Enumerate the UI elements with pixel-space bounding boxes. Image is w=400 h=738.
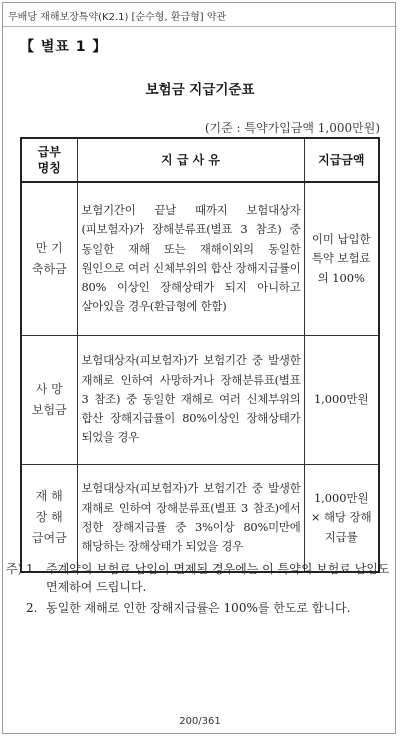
payment-amount-line2: 특약 보험료 [311,251,371,265]
benefit-type-line2: 장 해 [35,510,63,525]
footnote-item [6,560,392,596]
benefit-type-cell [21,182,77,335]
payment-amount-cell [304,182,379,335]
benefit-type-line2: 보험금 [31,402,67,417]
payment-amount-cell [304,464,379,572]
page-title: 보험금 지급기준표 [145,82,255,98]
payment-amount-line3: 지급률 [324,529,358,544]
payment-reason-cell: 보험기간이 끝날 때까지 보험대상자(피보험자)가 장해분류표(별표 3 참조) 중 동일한 재해 또는 재해이외의 동일한 원인으로 여러 신체부위의 합산 장해지급률이 80% 이상인 장해상태가 되지 아니하고 살아있을 경우(환급형에 한함) [77,182,304,335]
table-header-row [21,138,379,182]
payment-reason-cell: 보험대상자(피보험자)가 보험기간 중 발생한 재해로 인하여 장해분류표(별표 3 참조)에서 정한 장해지급률 중 3%이상 80%미만에 해당하는 장해상태가 되었을 경우 [77,464,304,572]
benefit-type-line3: 급여금 [31,531,67,546]
benefit-type-cell [21,464,77,572]
payment-amount-line1: 이미 납입한 [311,231,371,246]
payment-reason-cell: 보험대상자(피보험자)가 보험기간 중 발생한 재해로 인하여 사망하거나 장해분류표(별표 3 참조) 중 동일한 재해로 여러 신체부위의 합산 장해지급률이 80%이상인 장해상태가 되었을 경우 [77,335,304,464]
benefit-type-line2: 축하금 [31,261,67,276]
page-number: 200/361 [179,716,221,727]
table-row [21,464,379,572]
footnote-number: 2. [26,601,38,615]
footnote-text: 주계약의 보험료 납입이 면제된 경우에는 이 특약의 보험료 납입도 면제하여 드립니다. [46,562,390,594]
benefit-type-line1: 재 해 [35,489,63,504]
header-payment-reason: 지 급 사 유 [77,138,304,182]
header-type-line2: 명칭 [37,161,61,175]
header-benefit-type [21,138,77,182]
table-row [21,182,379,335]
footnotes [6,560,392,620]
document-header: 무배당 재해보장특약(K2.1) [순수형, 환급형] 약관 [8,12,227,23]
footnote-text: 동일한 재해로 인한 장해지급률은 100%를 한도로 합니다. [46,601,351,615]
payment-amount-line2: × 해당 장해 [310,510,372,524]
footnote-prefix: 주) [6,562,23,576]
payment-amount-line1: 1,000만원 [313,391,369,406]
table-row [21,335,379,464]
header-divider [3,26,397,27]
payment-amount-line3: 의 100% [317,270,365,285]
benefit-type-line1: 만 기 [35,240,63,255]
header-payment-amount: 지급금액 [304,138,379,182]
benefit-type-cell [21,335,77,464]
benefit-table [20,137,380,573]
payment-amount-cell [304,335,379,464]
basis-note: (기준 : 특약가입금액 1,000만원) [204,121,380,135]
footnote-item [6,599,392,617]
footnote-number: 1. [26,562,38,576]
appendix-label: 【 별표 1 】 [20,39,108,55]
payment-amount-line1: 1,000만원 [313,490,369,505]
header-type-line1: 급부 [37,145,61,159]
benefit-type-line1: 사 망 [35,381,63,396]
